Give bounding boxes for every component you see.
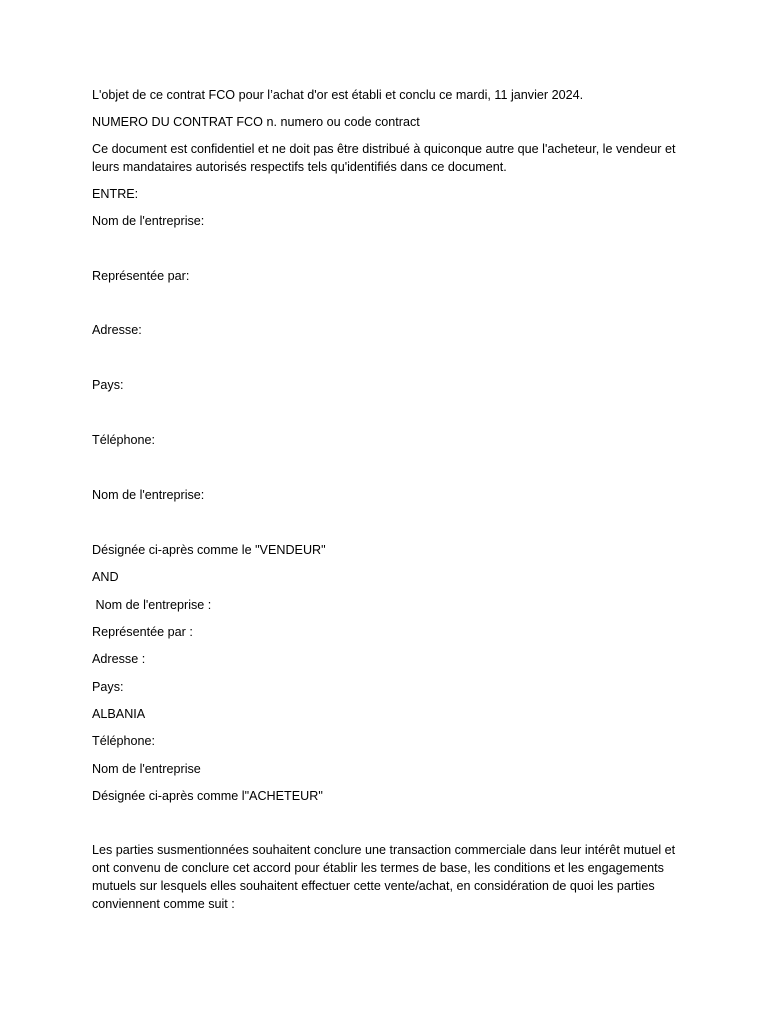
contract-number: NUMERO DU CONTRAT FCO n. numero ou code contract <box>92 115 420 129</box>
buyer-country-value: ALBANIA <box>92 707 146 721</box>
buyer-designation: Désignée ci-après comme l"ACHETEUR" <box>92 789 323 803</box>
seller-address-label: Adresse: <box>92 323 142 337</box>
buyer-address-label: Adresse : <box>92 652 146 666</box>
buyer-country-label: Pays: <box>92 680 124 694</box>
buyer-company-label: Nom de l'entreprise : <box>92 598 212 612</box>
seller-represented-label: Représentée par: <box>92 269 190 283</box>
contract-intro: L'objet de ce contrat FCO pour l’achat d'or est établi et conclu ce mardi, 11 janvier 2024. <box>92 88 584 102</box>
buyer-company-label-2: Nom de l'entreprise <box>92 762 201 776</box>
seller-country-label: Pays: <box>92 378 124 392</box>
seller-designation: Désignée ci-après comme le "VENDEUR" <box>92 543 326 557</box>
seller-phone-label: Téléphone: <box>92 433 156 447</box>
closing-paragraph: Les parties susmentionnées souhaitent conclure une transaction commerciale dans leur intérêt mutuel et ont convenu de conclure cet accord pour établir les termes de base, les conditions et les engagements mutuels sur lesquels elles souhaitent effectuer cette vente/achat, en considération de quoi les parties conviennent comme suit : <box>92 843 676 911</box>
and-separator: AND <box>92 570 119 584</box>
buyer-represented-label: Représentée par : <box>92 625 193 639</box>
confidentiality-notice: Ce document est confidentiel et ne doit pas être distribué à quiconque autre que l'acheteur, le vendeur et leurs mandataires autorisés respectifs tels qu'identifiés dans ce document. <box>92 142 676 174</box>
buyer-phone-label: Téléphone: <box>92 734 156 748</box>
between-heading: ENTRE: <box>92 187 139 201</box>
seller-company-label: Nom de l'entreprise: <box>92 214 205 228</box>
seller-company-label-2: Nom de l'entreprise: <box>92 488 205 502</box>
